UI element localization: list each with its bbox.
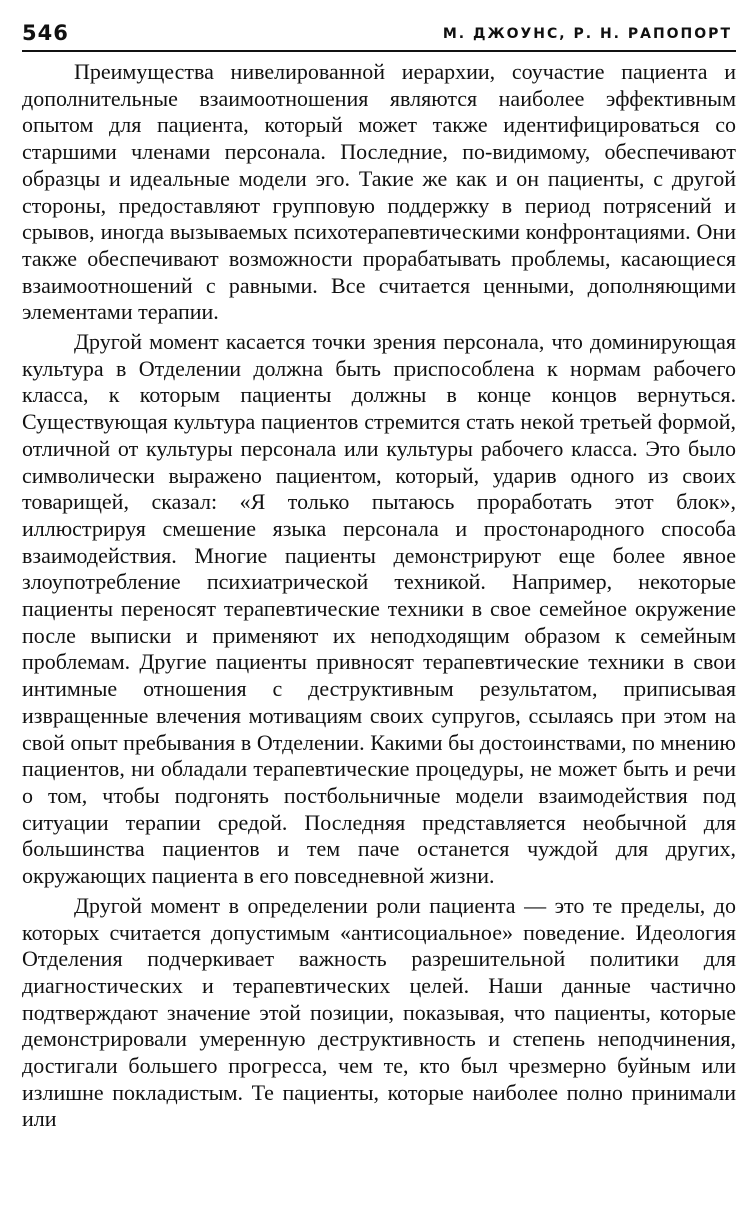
running-head: М. ДЖОУНС, Р. Н. РАПОПОРТ <box>442 26 732 42</box>
paragraph-3: Другой момент в определении роли пациента — это те пределы, до которых считается допустимым «антисоциальное» поведение. Идеология Отделения подчеркивает важность разрешительной политики для диагностических и терапевтических целей. Наши данные частично подтверждают значение этой позиции, показывая, что пациенты, которые демонстрировали умеренную деструктивность и степень неподчинения, достигали большего прогресса, чем те, кто был чрезмерно буйным или излишне покладистым. Те пациенты, которые наиболее полно принимали или <box>22 892 736 1132</box>
book-page <box>22 22 736 1136</box>
paragraph-1: Преимущества нивелированной иерархии, соучастие пациента и дополнительные взаимоотношения являются наиболее эффективным опытом для пациента, который может также идентифицироваться со старшими членами персонала. Последние, по-видимому, обеспечивают образцы и идеальные модели эго. Такие же как и он пациенты, с другой стороны, предоставляют групповую поддержку в период потрясений и срывов, иногда вызываемых психотерапевтическими конфронтациями. Они также обеспечивают возможности прорабатывать проблемы, касающиеся взаимоотношений с равными. Все считается ценными, дополняющими элементами терапии. <box>22 59 736 325</box>
body-text <box>22 59 736 1133</box>
paragraph-2: Другой момент касается точки зрения персонала, что доминирующая культура в Отделении должна быть приспособлена к нормам рабочего класса, к которым пациенты должны в конце концов вернуться. Существующая культура пациентов стремится стать некой третьей формой, отличной от культуры персонала или культуры рабочего класса. Это было символически выражено пациентом, который, ударив одного из своих товарищей, сказал: «Я только пытаюсь проработать этот блок», иллюстрируя смешение языка персонала и простонародного способа взаимодействия. Многие пациенты демонстрируют еще более явное злоупотребление психиатрической техникой. Например, некоторые пациенты переносят терапевтические техники в свое семейное окружение после выписки и применяют их неподходящим образом к семейным проблемам. Другие пациенты привносят терапевтические техники в свои интимные отношения с деструктивным результатом, приписывая извращенные влечения мотивациям своих супругов, ссылаясь при этом на свой опыт пребывания в Отделении. Какими бы достоинствами, по мнению пациентов, ни обладали терапевтические процедуры, не может быть и речи о том, чтобы подгонять постбольничные модели взаимодействия под ситуации терапии средой. Последняя представляется необычной для большинства пациентов и тем паче останется чуждой для других, окружающих пациента в его повседневной жизни. <box>22 329 736 889</box>
page-number: 546 <box>22 21 69 45</box>
page-header <box>22 22 736 52</box>
